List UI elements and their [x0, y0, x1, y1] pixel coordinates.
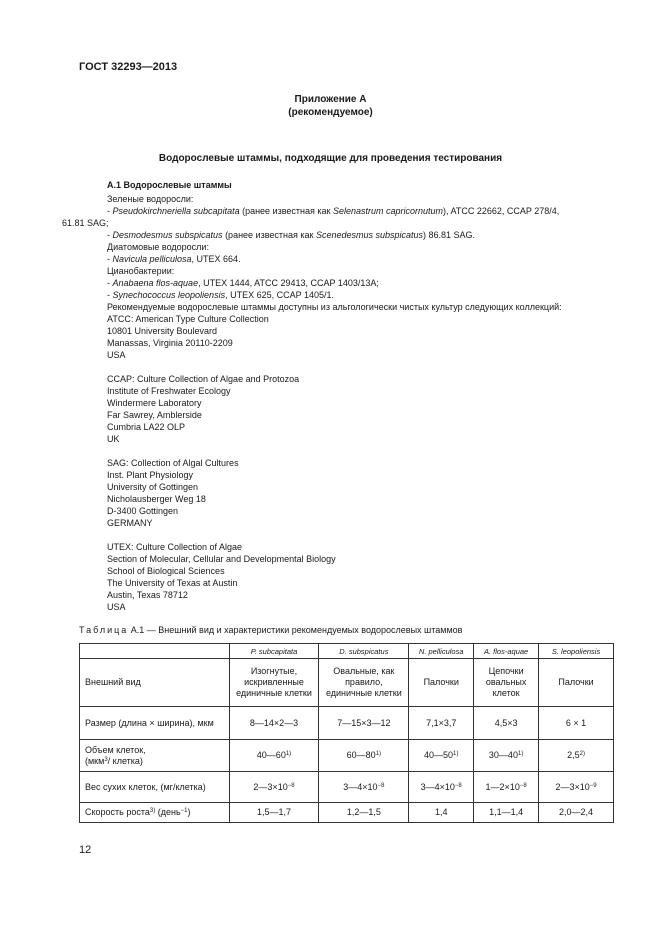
diatom-label: Диатомовые водоросли: [107, 242, 209, 252]
address-line: Windermere Laboratory [107, 398, 202, 408]
address-line: Nicholausberger Weg 18 [107, 494, 206, 504]
address-line: SAG: Collection of Algal Cultures [107, 458, 239, 468]
row-label: Вес сухих клеток, (мг/клетка) [80, 772, 230, 803]
table-row [80, 707, 614, 740]
species-name: Pseudokirchneriella subcapitata [112, 206, 240, 216]
address-line: Cumbria LA22 OLP [107, 422, 186, 432]
table-cell: $1—2\times 10^{-8}$ [474, 772, 539, 803]
table-cell: $3—4\times 10^{-8}$ [319, 772, 409, 803]
section-heading: А.1 Водорослевые штаммы [107, 180, 232, 190]
table-cell: Овальные, как правило, единичные клетки [319, 659, 409, 707]
table-caption-text: А.1 — Внешний вид и характеристики рекомендуемых водорослевых штаммов [128, 625, 463, 635]
address-line: School of Biological Sciences [107, 566, 225, 576]
table-header-cell [80, 644, 230, 659]
table-cell: 2,0—2,4 [539, 803, 614, 823]
table-cell: Палочки [409, 659, 474, 707]
table-header-row [80, 644, 614, 659]
address-line: USA [107, 602, 126, 612]
species-name: Scenedesmus subspicatus [315, 230, 424, 240]
address-line: UTEX: Culture Collection of Algae [107, 542, 243, 552]
address-line: CCAP: Culture Collection of Algae and Protozoa [107, 374, 300, 384]
table-cell: 4,5×3 [474, 707, 539, 740]
table-cell: Изогнутые, искривленные единичные клетки [229, 659, 319, 707]
main-title: Водорослевые штаммы, подходящие для проведения тестирования [158, 153, 503, 164]
table-row [80, 740, 614, 772]
address-line: USA [107, 350, 126, 360]
table-cell: 6 × 1 [539, 707, 614, 740]
table-cell: 7,1×3,7 [409, 707, 474, 740]
table-cell: 2,5$^{2)}$ [539, 740, 614, 772]
address-line: D-3400 Gottingen [107, 506, 179, 516]
row-label: Объем клеток, (мкм$^3$/ клетка) [80, 740, 230, 772]
table-cell: 60—80$^{1)}$ [319, 740, 409, 772]
strain-characteristics-table [79, 643, 614, 823]
table-cell: 1,2—1,5 [319, 803, 409, 823]
appendix-subtitle: (рекомендуемое) [288, 107, 373, 118]
table-cell: 40—50$^{1)}$ [409, 740, 474, 772]
species-name: Navicula pelliculosa [112, 254, 192, 264]
table-caption [79, 625, 462, 635]
availability-note: Рекомендуемые водорослевые штаммы доступны из альгологически чистых культур следующих коллекций: [107, 302, 562, 312]
table-cell: 7—15×3—12 [319, 707, 409, 740]
table-cell: $3—4\times 10^{-8}$ [409, 772, 474, 803]
address-line: Austin, Texas 78712 [107, 590, 188, 600]
species-name: Desmodesmus subspicatus [112, 230, 223, 240]
address-line: Section of Molecular, Cellular and Developmental Biology [107, 554, 336, 564]
address-line: Far Sawrey, Amblerside [107, 410, 202, 420]
address-line: Institute of Freshwater Ecology [107, 386, 231, 396]
address-line: GERMANY [107, 518, 153, 528]
green-algae-label: Зеленые водоросли: [107, 194, 194, 204]
table-cell: $2—3\times 10^{-9}$ [539, 772, 614, 803]
table-header-cell: D. subspicatus [319, 644, 409, 659]
standard-number: ГОСТ 32293—2013 [79, 61, 178, 73]
collection-utex [62, 541, 622, 613]
table-caption-prefix: Таблица [79, 625, 129, 635]
species-name: Synechococcus leopoliensis [112, 290, 226, 300]
address-line: University of Gottingen [107, 482, 199, 492]
collection-ccap [62, 373, 622, 445]
species-name: Selenastrum capricornutum [332, 206, 444, 216]
table-header-cell: P. subcapitata [229, 644, 319, 659]
table-row [80, 772, 614, 803]
table-cell: $2—3\times 10^{-8}$ [229, 772, 319, 803]
strain-item: - Synechococcus leopoliensis, UTEX 625, CCAP 1405/1. [107, 290, 334, 300]
table-header-cell: A. flos-aquae [474, 644, 539, 659]
cyanobacteria-label: Цианобактерии: [107, 266, 175, 276]
address-line: UK [107, 434, 120, 444]
body-text [62, 193, 622, 613]
table-row [80, 659, 614, 707]
table-header-cell: N. pelliculosa [409, 644, 474, 659]
table-row [80, 803, 614, 823]
table-cell: Цепочки овальных клеток [474, 659, 539, 707]
strain-item-continuation: 61.81 SAG; [62, 218, 109, 228]
table-cell: 1,5—1,7 [229, 803, 319, 823]
address-line: ATCC: American Type Culture Collection [107, 314, 269, 324]
address-line: Inst. Plant Physiology [107, 470, 194, 480]
address-line: Manassas, Virginia 20110-2209 [107, 338, 233, 348]
appendix-heading [0, 93, 661, 119]
appendix-title: Приложение А [294, 94, 367, 105]
table-cell: 40—60$^{1)}$ [229, 740, 319, 772]
table-header-cell: S. leopoliensis [539, 644, 614, 659]
table-cell: 30—40$^{1)}$ [474, 740, 539, 772]
strain-item: - Pseudokirchneriella subcapitata (ранее известная как Selenastrum capricornutum), ATCC 22662, CCAP 278/4, [107, 206, 560, 216]
strain-item: - Navicula pelliculosa, UTEX 664. [107, 254, 241, 264]
address-line: 10801 University Boulevard [107, 326, 218, 336]
table-cell: 1,4 [409, 803, 474, 823]
table-cell: Палочки [539, 659, 614, 707]
row-label: Внешний вид [80, 659, 230, 707]
table-cell: 1,1—1,4 [474, 803, 539, 823]
strain-item: - Anabaena flos-aquae, UTEX 1444, ATCC 29413, CCAP 1403/13A; [107, 278, 379, 288]
row-label: Размер (длина × ширина), мкм [80, 707, 230, 740]
address-line: The University of Texas at Austin [107, 578, 238, 588]
page-number: 12 [79, 844, 92, 856]
species-name: Anabaena flos-aquae [112, 278, 199, 288]
row-label: Скорость роста$^{3)}$ (день$^{-1}$) [80, 803, 230, 823]
collection-sag [62, 457, 622, 529]
collection-atcc [62, 313, 622, 361]
strain-item: - Desmodesmus subspicatus (ранее известная как Scenedesmus subspicatus) 86.81 SAG. [107, 230, 476, 240]
table-cell: 8—14×2—3 [229, 707, 319, 740]
